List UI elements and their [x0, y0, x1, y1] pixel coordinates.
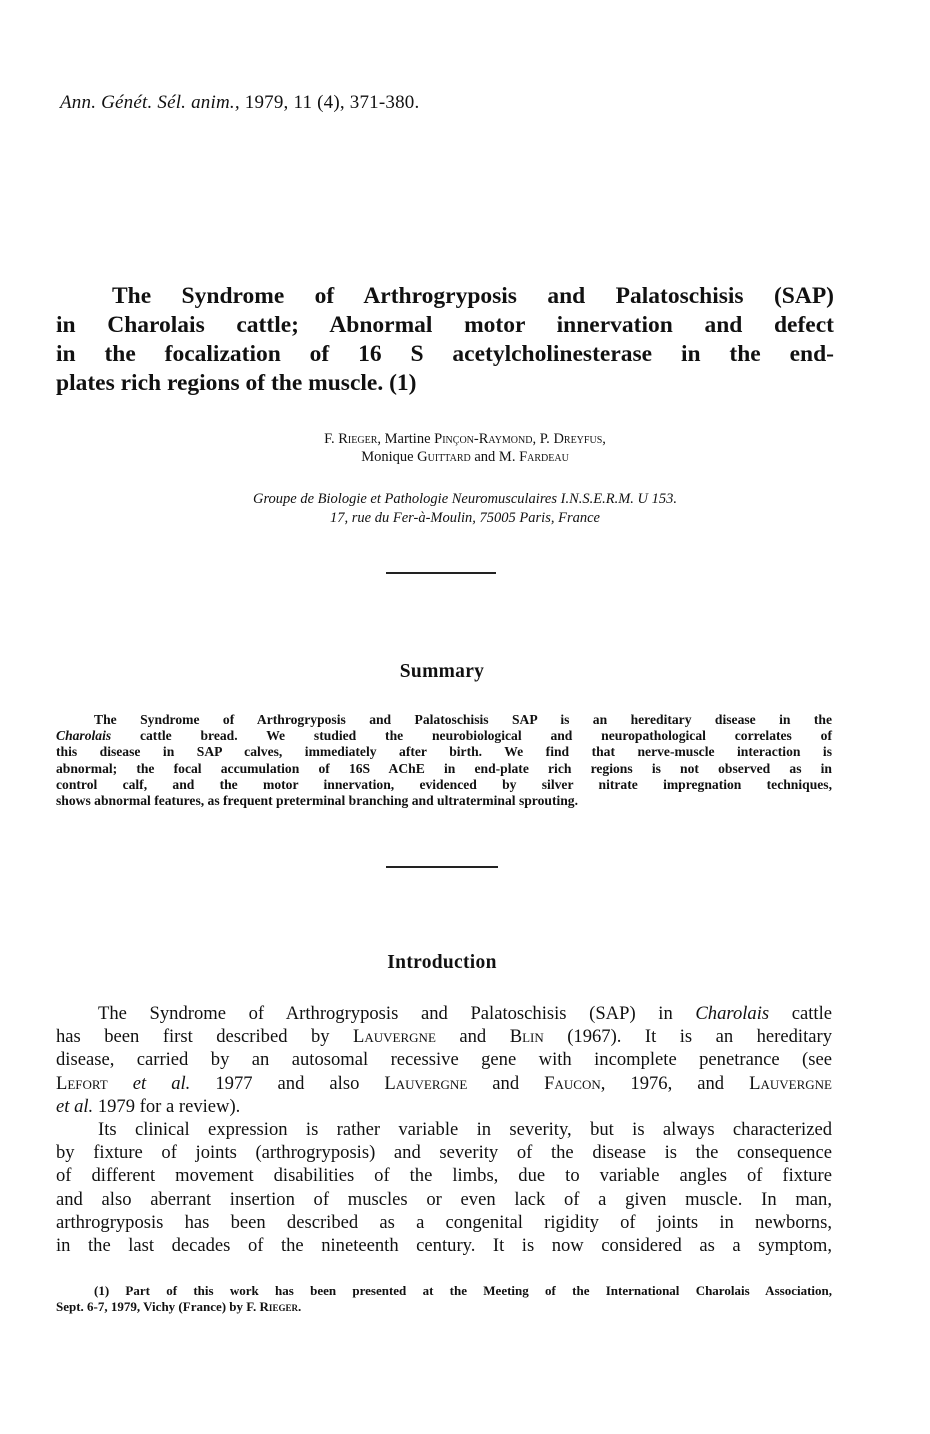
affiliation-line: 17, rue du Fer-à-Moulin, 75005 Paris, France [330, 510, 600, 526]
author-first-name: Monique [361, 449, 418, 465]
author-conjunction: and M. [470, 449, 520, 465]
author-initial: F. [324, 431, 339, 447]
summary-heading: Summary [399, 661, 485, 682]
article-title [56, 282, 834, 398]
author-initial: , P. [532, 431, 554, 447]
body-line: disease, carried by an autosomal recessive gene with incomplete penetrance (see [56, 1049, 832, 1071]
author-name: Fardeau [519, 449, 569, 465]
footnote [56, 1283, 832, 1315]
author-name: Dreyfus [553, 431, 603, 447]
body-line: and also aberrant insertion of muscles or even lack of a given muscle. In man, [56, 1188, 832, 1210]
introduction-heading: Introduction [387, 952, 497, 973]
body-line: Its clinical expression is rather variable in severity, but is always characterized [98, 1119, 832, 1141]
author-name: Pinçon-Raymond [434, 431, 533, 447]
section-divider [386, 572, 496, 574]
summary-line: abnormal; the focal accumulation of 16S AChE in end-plate rich regions is not observed as in [56, 760, 832, 776]
summary-abstract [56, 712, 832, 809]
journal-citation [60, 92, 419, 114]
body-line: by fixture of joints (arthrogryposis) and severity of the disease is the consequence [56, 1142, 832, 1164]
author-first-name: , Martine [377, 431, 435, 447]
author-name: Rieger [338, 431, 378, 447]
author-line [0, 430, 930, 448]
title-line: The Syndrome of Arthrogryposis and Palatoschisis (SAP) [112, 283, 834, 309]
title-line: plates rich regions of the muscle. (1) [56, 370, 417, 396]
journal-year-pages: 1979, 11 (4), 371-380. [244, 92, 420, 113]
author-line [0, 448, 930, 466]
body-line: of different movement disabilities of the limbs, due to variable angles of fixture [56, 1165, 832, 1187]
body-line: in the last decades of the nineteenth century. It is now considered as a symptom, [56, 1235, 832, 1257]
summary-line: Charolais cattle bread. We studied the neurobiological and neuropathological correlates of [56, 728, 832, 744]
title-line: in Charolais cattle; Abnormal motor innervation and defect [56, 312, 834, 338]
summary-line: The Syndrome of Arthrogryposis and Palatoschisis SAP is an hereditary disease in the [94, 712, 832, 727]
title-line: in the focalization of 16 S acetylcholinesterase in the end- [56, 341, 834, 367]
section-divider [386, 866, 498, 868]
affiliation-line: Groupe de Biologie et Pathologie Neuromusculaires I.N.S.E.R.M. U 153. [252, 491, 678, 507]
footnote-line: Sept. 6-7, 1979, Vichy (France) by F. Rieger. [56, 1299, 302, 1314]
author-list [0, 430, 930, 466]
body-line: Lefort et al. 1977 and also Lauvergne and Faucon, 1976, and Lauvergne [56, 1072, 832, 1094]
body-line: The Syndrome of Arthrogryposis and Palatoschisis (SAP) in Charolais cattle [98, 1003, 833, 1024]
separator: , [602, 431, 606, 447]
affiliation [0, 490, 930, 528]
footnote-line: (1) Part of this work has been presented at the Meeting of the International Charolais Association, [94, 1283, 832, 1298]
body-line: et al. 1979 for a review). [56, 1095, 241, 1117]
summary-line: shows abnormal features, as frequent preterminal branching and ultraterminal sprouting. [56, 793, 578, 809]
summary-line: this disease in SAP calves, immediately after birth. We find that nerve-muscle interaction is [56, 744, 832, 760]
summary-line: control calf, and the motor innervation, evidenced by silver nitrate impregnation techniques, [56, 776, 832, 792]
body-line: has been first described by Lauvergne and Blin (1967). It is an hereditary [56, 1026, 832, 1048]
author-name: Guittard [417, 449, 471, 465]
introduction-body [56, 1002, 832, 1257]
body-line: arthrogryposis has been described as a congenital rigidity of joints in newborns, [56, 1211, 832, 1233]
journal-name: Ann. Génét. Sél. anim., [60, 92, 240, 113]
